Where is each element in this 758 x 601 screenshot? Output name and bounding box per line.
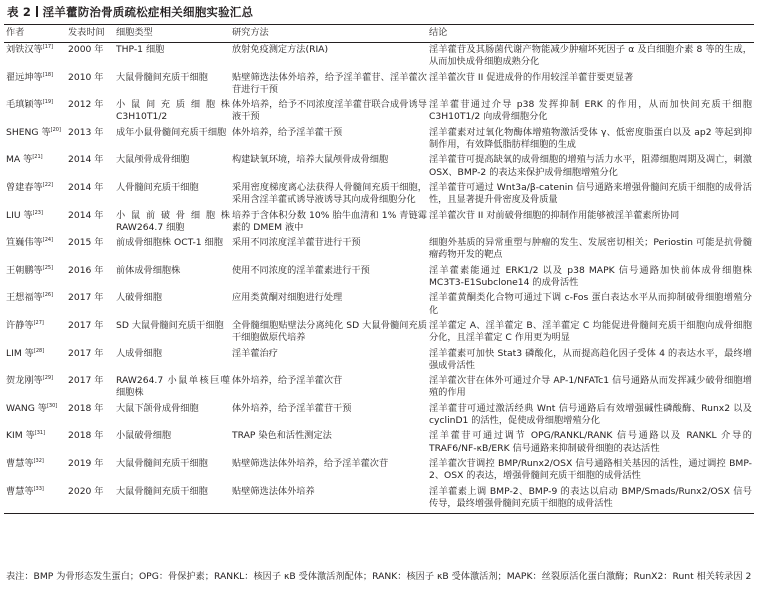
author-name: MA 等 <box>6 154 33 166</box>
table-row <box>4 457 754 485</box>
cell-conclusion: 淫羊藿定 A、淫羊藿定 B、淫羊藿定 C 均能促进骨髓间充质干细胞向成骨细胞分化，且淫羊藿定 C 作用更为明显 <box>429 319 752 344</box>
cell-author <box>4 429 68 457</box>
cell-conclusion: 淫羊藿素可加快 Stat3 磷酸化，从而提高趋化因子受体 4 的表达水平，最终增强成骨活性 <box>429 347 752 371</box>
header-year: 发表时间 <box>68 26 116 43</box>
reference-number: [32] <box>33 457 44 464</box>
table-note: 表注：BMP 为骨形态发生蛋白；OPG：骨保护素；RANKL：核因子 κB 受体激活剂配体；RANK：核因子 κB 受体激活剂；MAPK：丝裂原活化蛋白激酶；RunX2：Runt 相关转录因 2 <box>6 571 752 582</box>
cell-year: 2020 年 <box>68 485 116 514</box>
cell-conclusion: 淫羊藿苷可通过 Wnt3a/β-catenin 信号通路来增强骨髓间充质干细胞的成骨活性，且显著提升骨密度及骨质量 <box>429 181 752 206</box>
table-row <box>4 71 754 99</box>
table-label: 表 2 <box>7 5 32 19</box>
title-separator <box>36 6 38 17</box>
cell-conclusion: 淫羊藿苷通过介导 p38 发挥抑制 ERK 的作用，从而加快间充质干细胞 C3H10T1/2 向成骨细胞分化 <box>429 99 752 123</box>
header-conclusion: 结论 <box>429 26 754 43</box>
cell-conclusion: 淫羊藿次苷调控 BMP/Runx2/OSX 信号通路相关基因的活性，通过调控 BMP-2、OSX 的表达，增强骨髓间充质干细胞的成骨活性 <box>429 457 752 482</box>
cell-conclusion: 淫羊藿素能通过 ERK1/2 以及 p38 MAPK 信号通路加快前体成骨细胞株 MC3T3-E1Subclone14 的成骨活性 <box>429 264 752 289</box>
cell-method: 体外培养，给予不同浓度淫羊藿苷联合成骨诱导液干预 <box>232 99 427 123</box>
author-name: 许静等 <box>6 319 34 331</box>
table-row <box>4 347 754 375</box>
cell-year: 2014 年 <box>68 154 104 166</box>
cell-cell-type: 大鼠颅骨成骨细胞 <box>116 154 190 166</box>
table-row <box>4 236 754 264</box>
cell-year: 2016 年 <box>68 264 104 276</box>
cell-conclusion: 淫羊藿素对过氧化物酶体增殖物激活受体 γ、低密度脂蛋白以及 ap2 等起到抑制作用，有效降低脂肪样细胞的生成 <box>429 126 752 151</box>
reference-number: [27] <box>33 319 44 326</box>
cell-cell-type: RAW264.7 小鼠单核巨噬细胞株 <box>116 375 230 399</box>
cell-cell-type: 大鼠下颌骨成骨细胞 <box>116 402 199 414</box>
author-name: 笪巍伟等 <box>6 237 43 249</box>
cell-conclusion: 淫羊藿次苷在体外可通过介导 AP-1/NFATc1 信号通路从而发挥减少破骨细胞增殖的作用 <box>429 375 752 399</box>
cell-conclusion: 淫羊藿素上调 BMP-2、BMP-9 的表达以启动 BMP/Smads/Runx2/OSX 信号传导，最终增强骨髓间充质干细胞的成骨活性 <box>429 485 754 514</box>
cell-year: 2018 年 <box>68 402 104 414</box>
reference-number: [31] <box>34 430 46 437</box>
cell-author <box>4 291 68 319</box>
header-method: 研究方法 <box>232 26 429 43</box>
reference-number: [30] <box>46 402 58 409</box>
cell-year: 2018 年 <box>68 430 104 442</box>
cell-cell-type: 人破骨细胞 <box>116 292 162 304</box>
cell-year: 2017 年 <box>68 375 104 387</box>
cell-method: 培养于含体积分数 10% 胎牛血清和 1% 青链霉素的 DMEM 液中 <box>232 209 427 233</box>
author-name: LIU 等 <box>6 209 33 221</box>
cell-author <box>4 126 68 154</box>
table-row <box>4 429 754 457</box>
cell-method: TRAP 染色和活性测定法 <box>232 430 332 442</box>
author-name: KIM 等 <box>6 430 35 442</box>
table-row <box>4 291 754 319</box>
reference-number: [19] <box>42 99 54 106</box>
cell-method: 体外培养，给予淫羊藿次苷 <box>232 375 343 387</box>
cell-cell-type: 大鼠骨髓间充质干细胞 <box>116 457 208 469</box>
reference-number: [20] <box>50 126 61 133</box>
cell-conclusion: 淫羊藿苷及其肠菌代谢产物能减少肿瘤坏死因子 α 及白细胞介素 8 等的生成，从而加快成骨细胞成熟分化 <box>429 44 752 68</box>
cell-year: 2010 年 <box>68 71 104 83</box>
cell-year: 2012 年 <box>68 99 104 111</box>
cell-cell-type: 人骨髓间充质干细胞 <box>116 181 199 193</box>
author-name: 王朝鹏等 <box>6 264 43 276</box>
cell-author <box>4 71 68 99</box>
cell-author <box>4 374 68 402</box>
cell-author <box>4 347 68 375</box>
reference-number: [22] <box>42 181 54 188</box>
cell-method: 淫羊藿治疗 <box>232 347 278 359</box>
cell-method: 贴壁筛选法体外培养，给予淫羊藿次苷 <box>232 457 389 469</box>
author-name: SHENG 等 <box>6 126 51 138</box>
cell-conclusion: 淫羊藿次苷 II 促进成骨的作用较淫羊藿苷要更显著 <box>429 71 634 83</box>
cell-cell-type: 大鼠骨髓间充质干细胞 <box>116 485 232 514</box>
experiment-table <box>4 26 754 514</box>
cell-cell-type: 人成骨细胞 <box>116 347 162 359</box>
table-row <box>4 402 754 430</box>
header-row <box>4 26 754 43</box>
header-cell-type: 细胞类型 <box>116 26 232 43</box>
cell-conclusion: 淫羊藿苷可提高缺氧的成骨细胞的增殖与活力水平，阻滞细胞周期及凋亡，刺激 OSX、BMP-2 的表达来保护成骨细胞增殖分化 <box>429 154 752 178</box>
cell-year: 2015 年 <box>68 237 104 249</box>
cell-cell-type: SD 大鼠骨髓间充质干细胞 <box>116 319 224 331</box>
author-name: 毛瑱颖等 <box>6 99 43 111</box>
cell-author <box>4 43 68 71</box>
table-row <box>4 181 754 209</box>
cell-author <box>4 402 68 430</box>
cell-method: 放射免疫测定方法(RIA) <box>232 44 329 55</box>
cell-conclusion: 淫羊藿苷可通过调节 OPG/RANKL/RANK 信号通路以及 RANKL 介导的 TRAF6/NF-κB/ERK 信号通路来抑制破骨细胞的表达活性 <box>429 430 752 454</box>
cell-method: 体外培养，给予淫羊藿干预 <box>232 126 343 138</box>
cell-method: 采用密度梯度离心法获得人骨髓间充质干细胞，采用含淫羊藿甙诱导液诱导其向成骨细胞分化 <box>232 181 427 206</box>
cell-year: 2019 年 <box>68 457 104 469</box>
author-name: 曹慧等 <box>6 457 34 469</box>
cell-conclusion: 淫羊藿苷可通过激活经典 Wnt 信号通路后有效增强碱性磷酸酶、Runx2 以及 cyclinD1 的活性，促使成骨细胞增殖分化 <box>429 402 752 427</box>
author-name: 翟远坤等 <box>6 71 43 83</box>
table-row <box>4 153 754 181</box>
author-name: LIM 等 <box>6 347 34 359</box>
cell-conclusion: 淫羊藿次苷 II 对前破骨细胞的抑制作用能够被淫羊藿素所协同 <box>429 209 680 221</box>
table-caption: 淫羊藿防治骨质疏松症相关细胞实验汇总 <box>42 5 254 19</box>
reference-number: [28] <box>33 347 45 354</box>
cell-author <box>4 153 68 181</box>
table-row <box>4 264 754 292</box>
cell-author <box>4 236 68 264</box>
cell-method: 体外培养，给予淫羊藿苷干预 <box>232 402 352 414</box>
reference-number: [25] <box>42 264 54 271</box>
cell-method: 采用不同浓度淫羊藿苷进行干预 <box>232 237 361 249</box>
cell-year: 2013 年 <box>68 126 104 138</box>
author-name: 贺龙刚等 <box>6 375 43 387</box>
cell-author <box>4 98 68 126</box>
cell-conclusion: 淫羊藿黄酮类化合物可通过下调 c-Fos 蛋白表达水平从而抑制破骨细胞增殖分化 <box>429 292 752 316</box>
top-rule <box>4 24 754 25</box>
cell-author <box>4 319 68 347</box>
table-row <box>4 485 754 514</box>
cell-cell-type: 小鼠破骨细胞 <box>116 430 172 442</box>
table-row <box>4 319 754 347</box>
cell-year: 2014 年 <box>68 209 104 221</box>
cell-year: 2017 年 <box>68 319 104 331</box>
reference-number: [17] <box>42 44 54 50</box>
reference-number: [29] <box>42 375 54 382</box>
header-author: 作者 <box>4 26 68 43</box>
cell-cell-type: 小鼠前破骨细胞株 RAW264.7 细胞 <box>116 209 230 233</box>
author-name: 曾建春等 <box>6 181 43 193</box>
cell-method: 应用类黄酮对细胞进行处理 <box>232 292 343 304</box>
cell-cell-type: 小鼠间充质细胞株 C3H10T1/2 <box>116 99 230 123</box>
table-row <box>4 126 754 154</box>
cell-cell-type: 前成骨细胞株 OCT-1 细胞 <box>116 237 223 249</box>
cell-conclusion: 细胞外基质的异常重塑与肿瘤的发生、发展密切相关；Periostin 可能是抗骨髓瘤药物开发的靶点 <box>429 237 752 261</box>
reference-number: [21] <box>32 154 43 161</box>
cell-year: 2000 年 <box>68 44 104 55</box>
reference-number: [33] <box>33 485 44 492</box>
table-row <box>4 209 754 237</box>
cell-method: 贴壁筛选法体外培养 <box>232 485 429 514</box>
cell-method: 构建缺氧环境，培养大鼠颅骨成骨细胞 <box>232 154 389 166</box>
cell-cell-type: 前体成骨细胞株 <box>116 264 181 276</box>
cell-method: 贴壁筛选法体外培养，给予淫羊藿苷、淫羊藿次苷进行干预 <box>232 71 427 95</box>
table-title <box>7 4 253 20</box>
cell-cell-type: 成年小鼠骨髓间充质干细胞 <box>116 126 227 138</box>
reference-number: [23] <box>32 209 43 216</box>
reference-number: [18] <box>42 71 54 78</box>
table-row <box>4 374 754 402</box>
author-name: 刘铁汉等 <box>6 44 43 55</box>
reference-number: [26] <box>42 292 54 299</box>
cell-author <box>4 181 68 209</box>
author-name: 曹慧等 <box>6 485 34 497</box>
cell-author <box>4 264 68 292</box>
cell-year: 2017 年 <box>68 347 104 359</box>
cell-cell-type: 大鼠骨髓间充质干细胞 <box>116 71 208 83</box>
table-row <box>4 98 754 126</box>
cell-method: 全骨髓细胞贴壁法分离纯化 SD 大鼠骨髓间充质干细胞做原代培养 <box>232 319 427 344</box>
author-name: 王想福等 <box>6 292 43 304</box>
cell-author <box>4 485 68 514</box>
table-row <box>4 43 754 71</box>
cell-method: 使用不同浓度的淫羊藿素进行干预 <box>232 264 370 276</box>
cell-author <box>4 457 68 485</box>
cell-year: 2017 年 <box>68 292 104 304</box>
author-name: WANG 等 <box>6 402 47 414</box>
reference-number: [24] <box>42 237 54 244</box>
cell-cell-type: THP-1 细胞 <box>116 44 165 55</box>
cell-author <box>4 209 68 237</box>
cell-year: 2014 年 <box>68 181 104 193</box>
